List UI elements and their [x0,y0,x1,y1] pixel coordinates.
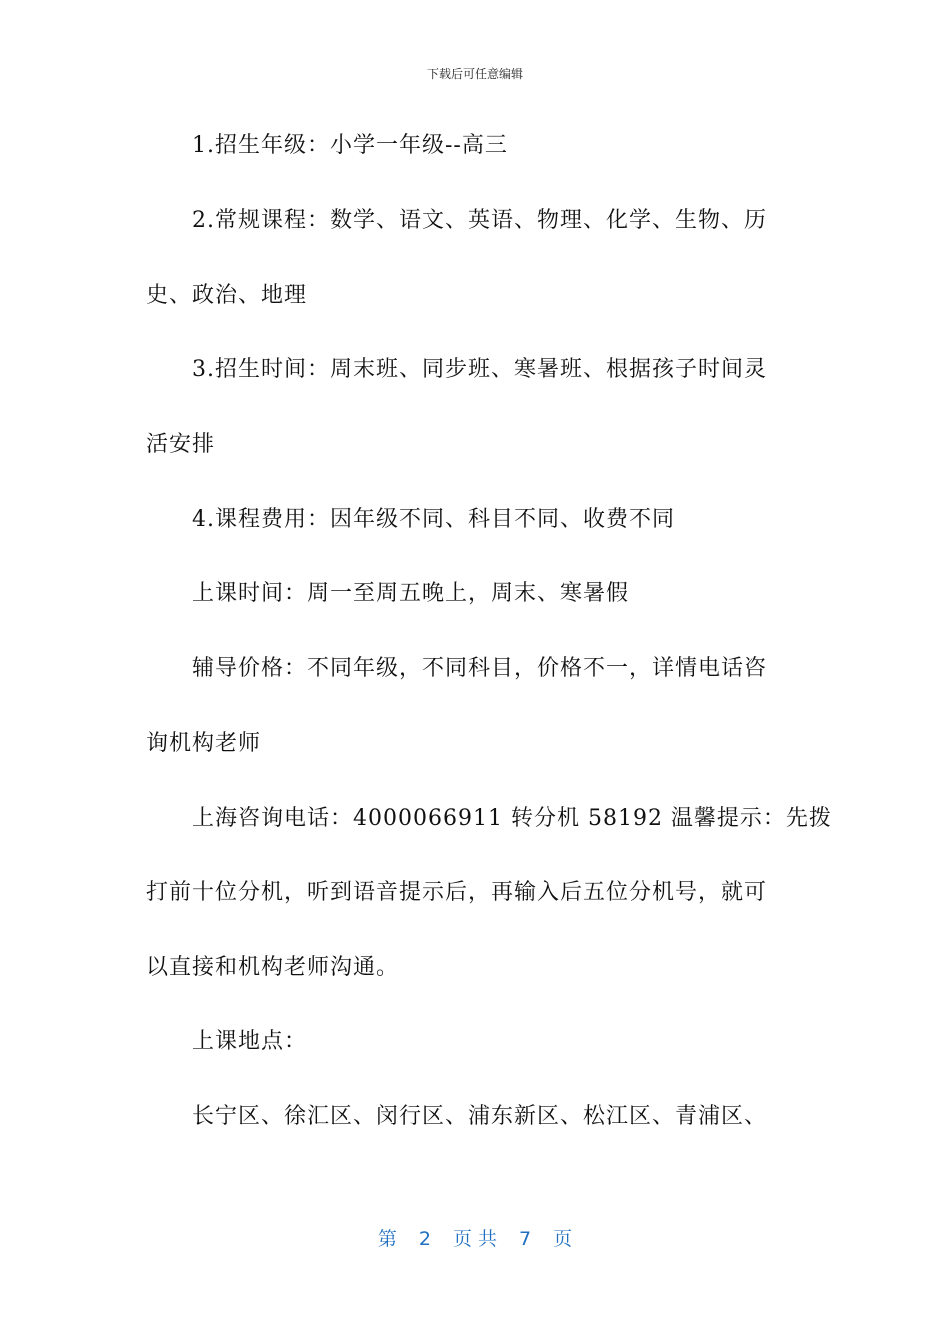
paragraph-location-heading: 上课地点： [192,1029,308,1054]
paragraph-courses-line2: 史、政治、地理 [146,283,308,308]
footer-total-pages: 7 [519,1228,532,1250]
paragraph-pricing-line1: 辅导价格：不同年级，不同科目，价格不一，详情电话咨 [192,656,768,681]
paragraph-courses-line1: 2.常规课程：数学、语文、英语、物理、化学、生物、历 [192,208,767,233]
footer-label-di: 第 [377,1228,397,1250]
paragraph-class-time: 上课时间：周一至周五晚上，周末、寒暑假 [192,581,630,606]
paragraph-location-districts: 长宁区、徐汇区、闵行区、浦东新区、松江区、青浦区、 [192,1104,768,1129]
page-header: 下载后可任意编辑 [426,67,523,81]
paragraph-phone-line3: 以直接和机构老师沟通。 [146,955,400,980]
paragraph-schedule-line1: 3.招生时间：周末班、同步班、寒暑班、根据孩子时间灵 [192,357,767,382]
paragraph-phone-line1: 上海咨询电话：4000066911 转分机 58192 温馨提示：先拨 [192,806,832,831]
footer-current-page: 2 [418,1228,431,1250]
footer-label-ye-gong: 页 共 [452,1228,498,1250]
page-footer [0,1226,950,1252]
footer-label-ye: 页 [553,1228,573,1250]
paragraph-enrollment-grades: 1.招生年级：小学一年级--高三 [192,133,508,158]
paragraph-schedule-line2: 活安排 [146,432,216,457]
paragraph-phone-line2: 打前十位分机，听到语音提示后，再输入后五位分机号，就可 [146,880,768,905]
paragraph-fees: 4.课程费用：因年级不同、科目不同、收费不同 [192,507,675,532]
paragraph-pricing-line2: 询机构老师 [146,731,262,756]
